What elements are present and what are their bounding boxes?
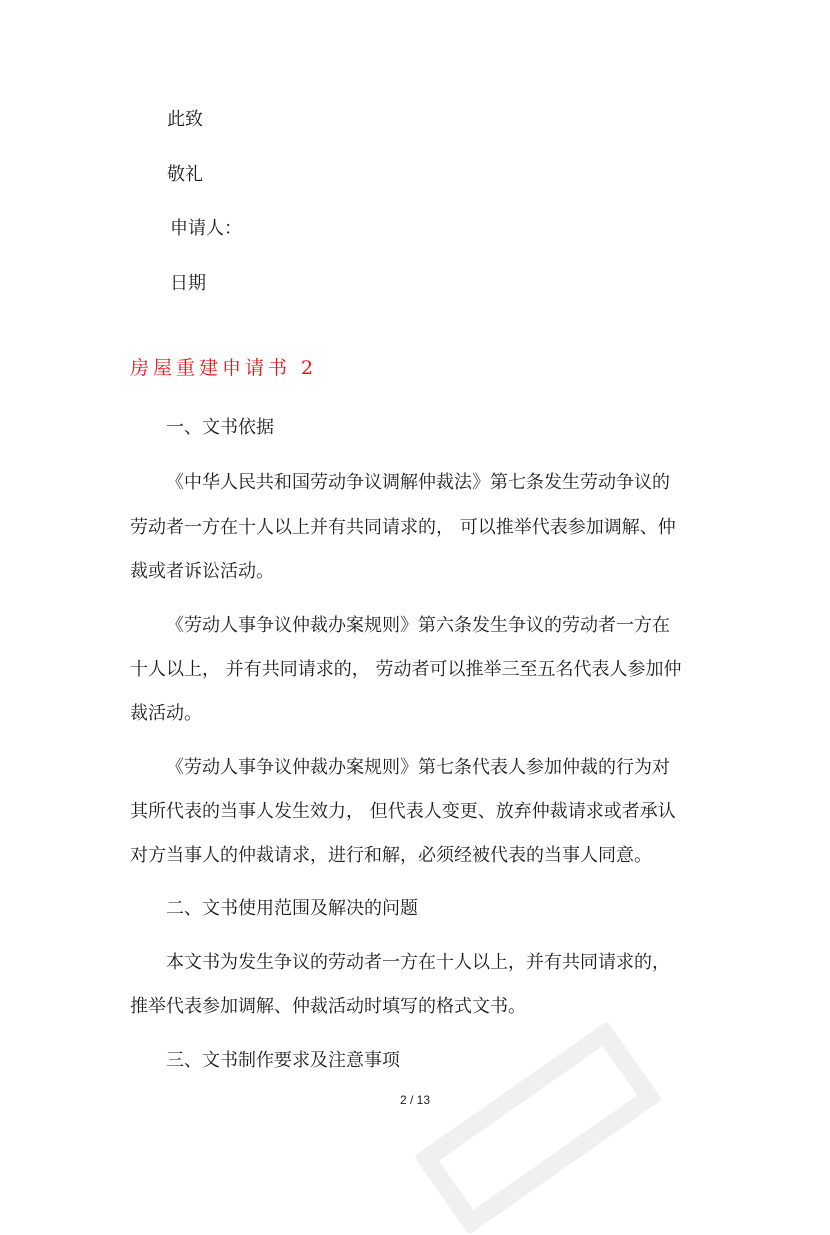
section-3-title: 三、文书制作要求及注意事项 [166, 1050, 400, 1071]
applicant-label: 申请人： [170, 218, 242, 239]
page-number: 2 / 13 [399, 1093, 431, 1107]
paragraph-4-line-2: 推举代表参加调解、仲裁活动时填写的格式文书。 [130, 996, 526, 1017]
document-heading: 房屋重建申请书 2 [130, 357, 318, 379]
watermark-frame [414, 1021, 662, 1235]
date-label: 日期 [170, 273, 206, 294]
paragraph-2-line-3: 裁活动。 [130, 703, 202, 724]
closing-line-2: 敬礼 [167, 164, 203, 185]
paragraph-1-line-2: 劳动者一方在十人以上并有共同请求的， 可以推举代表参加调解、仲 [130, 517, 676, 538]
closing-line-1: 此致 [167, 109, 203, 130]
paragraph-1-line-1: 《中华人民共和国劳动争议调解仲裁法》第七条发生劳动争议的 [166, 472, 670, 493]
section-1-title: 一、文书依据 [166, 417, 274, 438]
paragraph-3-line-3: 对方当事人的仲裁请求，进行和解，必须经被代表的当事人同意。 [130, 845, 652, 866]
paragraph-1-line-3: 裁或者诉讼活动。 [130, 561, 274, 582]
paragraph-2-line-1: 《劳动人事争议仲裁办案规则》第六条发生争议的劳动者一方在 [166, 615, 670, 636]
paragraph-4-line-1: 本文书为发生争议的劳动者一方在十人以上，并有共同请求的， [166, 952, 670, 973]
paragraph-2-line-2: 十人以上， 并有共同请求的， 劳动者可以推举三至五名代表人参加仲 [130, 659, 682, 680]
paragraph-3-line-1: 《劳动人事争议仲裁办案规则》第七条代表人参加仲裁的行为对 [166, 757, 670, 778]
section-2-title: 二、文书使用范围及解决的问题 [166, 898, 418, 919]
paragraph-3-line-2: 其所代表的当事人发生效力， 但代表人变更、放弃仲裁请求或者承认 [130, 801, 676, 822]
